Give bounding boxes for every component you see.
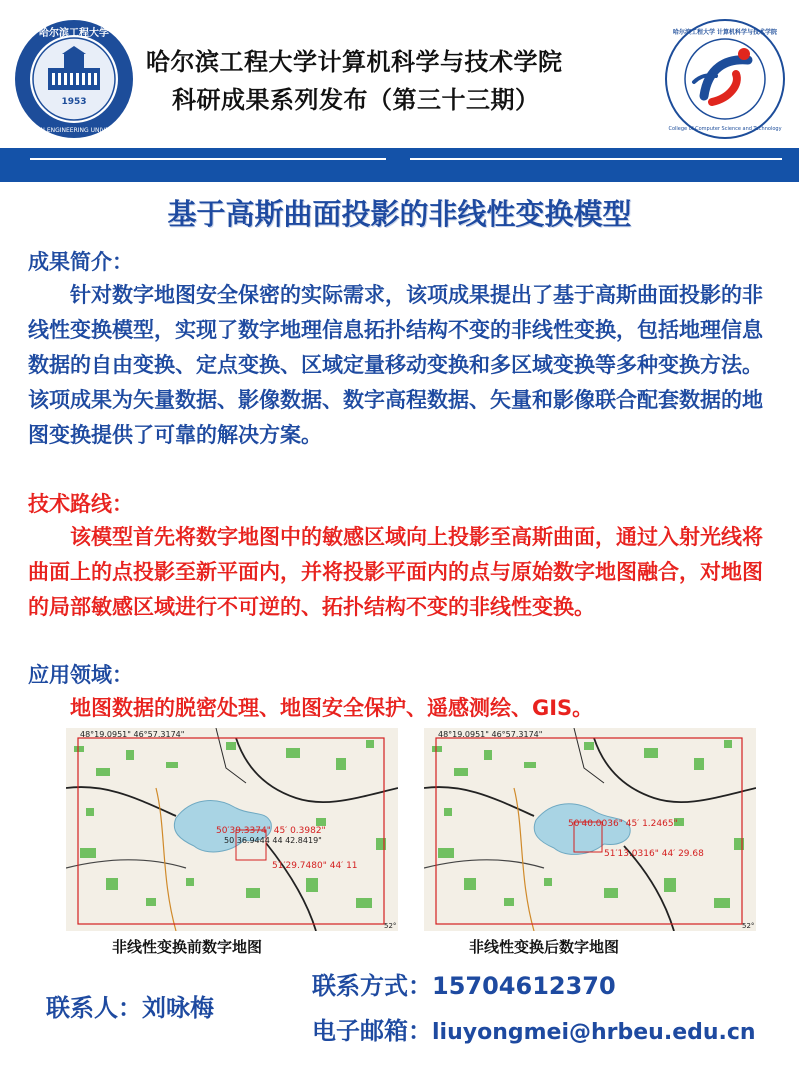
- contact-phone-label: 联系方式：: [312, 972, 432, 1000]
- map-after-corner-label: 48°19.0951" 46°57.3174": [438, 730, 543, 739]
- right-logo-top-text: 哈尔滨工程大学 计算机科学与技术学院: [672, 29, 778, 36]
- left-logo-year: 1953: [61, 97, 87, 107]
- app-heading: 应用领域：: [28, 663, 133, 687]
- map-after-caption: 非线性变换后数字地图: [469, 938, 620, 956]
- series-title: 科研成果系列发布（第三十三期）: [172, 86, 540, 114]
- band-divider-left: [30, 158, 386, 160]
- header: [0, 0, 799, 150]
- map-after-graphic: [424, 728, 756, 931]
- main-title: 基于高斯曲面投影的非线性变换模型: [167, 197, 632, 231]
- map-before-image: [66, 728, 398, 931]
- band-divider-right: [410, 158, 782, 160]
- contact-email-row: [312, 1011, 756, 1046]
- map-after-image: [424, 728, 756, 931]
- left-logo-top-text: 哈尔滨工程大学: [39, 28, 109, 39]
- intro-text: 针对数字地图安全保密的实际需求，该项成果提出了基于高斯曲面投影的非线性变换模型，实现了数字地理信息拓扑结构不变的非线性变换，包括地理信息数据的自由变换、定点变换、区域定量移动变换和多区域变换等多种变换方法。该项成果为矢量数据、影像数据、数字高程数据、矢量和影像联合配套数据的地图变换提供了可靠的解决方案。: [28, 283, 763, 447]
- intro-heading: 成果简介：: [28, 250, 133, 274]
- tech-text: 该模型首先将数字地图中的敏感区域向上投影至高斯曲面，通过入射光线将曲面上的点投影至新平面内，并将投影平面内的点与原始数字地图融合，对地图的局部敏感区域进行不可逆的、拓扑结构不变的非线性变换。: [28, 525, 763, 619]
- map-after-coord-2: 51′13.0316" 44′ 29.68: [604, 849, 704, 859]
- map-before-coord-3: 51′29.7480" 44′ 11: [272, 861, 358, 871]
- map-before-edge-label: 52°: [384, 922, 397, 930]
- map-before-coord-1: 50′39.3374" 45′ 0.3982": [216, 826, 326, 836]
- left-logo-ring-text: HARBIN ENGINEERING UNIVERSITY: [21, 127, 127, 134]
- contact-phone-value: 15704612370: [432, 972, 616, 1000]
- contact-phone-row: [312, 966, 616, 1001]
- app-text: 地图数据的脱密处理、地图安全保护、遥感测绘、GIS。: [70, 696, 594, 720]
- map-before-corner-label: 48°19.0951" 46°57.3174": [80, 730, 185, 739]
- university-logo: [13, 18, 135, 140]
- school-title: 哈尔滨工程大学计算机科学与技术学院: [146, 48, 563, 76]
- tech-heading: 技术路线：: [28, 492, 133, 516]
- map-before-coord-2: 50 36.9444 44 42.8419": [224, 836, 322, 845]
- right-logo-ring-text: College of Computer Science and Technology: [668, 126, 782, 132]
- map-after-coord-1: 50′40.0036" 45′ 1.2465": [568, 819, 678, 829]
- map-before-graphic: [66, 728, 398, 931]
- college-logo: [664, 18, 786, 140]
- header-band: [0, 148, 799, 182]
- map-after-edge-label: 52°: [742, 922, 755, 930]
- map-before-caption: 非线性变换前数字地图: [112, 938, 263, 956]
- contact-email-label: 电子邮箱：: [312, 1017, 432, 1045]
- contact-email-value[interactable]: liuyongmei@hrbeu.edu.cn: [432, 1020, 756, 1045]
- contact-person: 联系人：刘咏梅: [46, 994, 214, 1022]
